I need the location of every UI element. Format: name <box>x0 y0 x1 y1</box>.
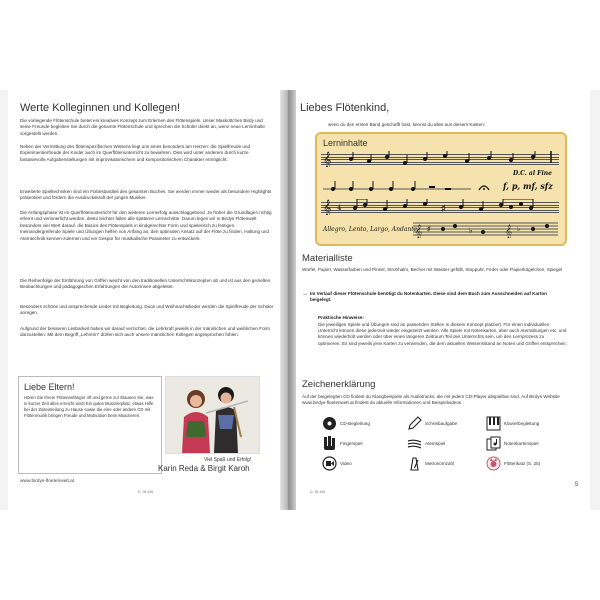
svg-text:♯: ♯ <box>427 226 431 233</box>
svg-text:𝄞: 𝄞 <box>505 224 513 238</box>
notes-row-3 <box>321 199 561 215</box>
legend-label: CD-Begleitung <box>340 421 370 426</box>
paragraph: Die vorliegende Flötenschule bietet ein kreatives Konzept zum Erlernen des Flötenspiels. Unser Maskottchen Birdy und seine Freunde begleiten Sie durch die gesamte Flötenschule und sprechen die Schüler direkt an, wenn neue Lerninhalte vorgestellt werden. <box>20 118 265 136</box>
legend-label: Schreibaufgabe <box>425 421 458 426</box>
left-page-title: Werte Kolleginnen und Kollegen! <box>20 102 181 114</box>
authors-photo <box>165 376 260 454</box>
authors-signature: Karin Reda & Birgit Karoh <box>158 464 250 473</box>
paragraph: Besonders schöne und ansprechende Lieder mit Begleitung, Duos und Weihnachtslieder werden die Spielfreude der Schüler anregen. <box>20 304 274 316</box>
closing-note: Viel Spaß und Erfolg! <box>204 457 252 463</box>
page-number: 5 <box>575 482 579 488</box>
left-page <box>8 90 286 510</box>
right-page <box>290 90 590 510</box>
flute-cat-icon <box>486 456 501 471</box>
hint-text: Die jeweiligen Spiele und Übungen sind an passenden Stellen in diesem Konzept platziert. Für einen individuellen Unterricht können diese jederzeit wieder eingesetzt werden. Alle Spiele mit Notenkarten, aber auch Atemübungen etc. und können wiederholt werden oder über einen längeren Zeitraum Teil des Unterrichts sein, um den Lernprozess zu optimieren. Es sind jeweils jene Karten zu verwenden, die dem aktuellen Wissensstand an Noten und Griffen entsprechen. <box>318 322 567 346</box>
notes-row-4 <box>413 220 558 238</box>
paragraph: Aufgrund der besseren Lesbarkeit haben wir darauf verzichtet, die Lehrkraft jeweils in der männlichen und weiblichen Form darzustellen. Mit dem Begriff „Lehrerin“ dürfen sich auch unsere männlichen Kollegen angesprochen fühlen. <box>20 326 270 338</box>
page-code: D. 28 446 <box>138 490 154 494</box>
parents-text: Hören Sie Ihrem Flötenanfänger oft und gerne zu! Staunen Sie, was in kurzer Zeit alles erreicht wird! Ein gutes Musizierplatz, etwas Hilfe bei der Zeiteinteilung zu Hause sowie die eine oder andere CD mit Flötenmusik bringen Freude und Motivation beim Musizieren. <box>24 395 154 418</box>
pencil-icon <box>407 416 422 431</box>
intro-text: wenn du den ersten Band geschafft hast, kennst du alles aus diesem Kasten: <box>328 122 485 127</box>
book-gutter <box>280 90 296 510</box>
paragraph: Neben der Vermittlung des flötenspezifischen Wissens liegt uns eines besonders am Herzen: die Spielfreude und Experimentierfreude der Kinder auch im Querflötenunterricht zu bewahren. Dies wird unter anderem durch kurze fantasievolle Aufgabenstellungen mit improvisatorischem und kompositorischem Charakter ermöglicht. <box>20 144 251 162</box>
legend-label: Klavierbegleitung <box>504 421 540 426</box>
notes-row-1 <box>321 151 561 167</box>
website-link[interactable]: www.birdys-floetenwelt.at <box>20 479 75 484</box>
note-cards-icon <box>486 436 501 451</box>
svg-text:4: 4 <box>337 204 342 212</box>
legend-label: Atemspiel <box>425 441 446 446</box>
metronome-icon <box>407 456 422 471</box>
notenkarten-note: Im Verlauf dieser Flötenschule benötigt du Notenkarten. Diese sind dem Buch zum Ausschneiden auf Karton beigelegt. <box>310 291 547 303</box>
right-page-title: Liebes Flötenkind, <box>300 102 390 114</box>
legend-label: Flötenkatz (S. 25) <box>504 461 541 466</box>
legend-label: Notenkartenspiel <box>504 441 539 446</box>
zeichenerklaerung-title: Zeichenerklärung <box>302 379 376 390</box>
parents-title: Liebe Eltern! <box>24 382 75 392</box>
dynamics: f, p, mf, sfz <box>503 181 553 191</box>
page-code: D. 28 446 <box>310 490 326 494</box>
paragraph: Erweiterte Spieltechniken sind ein Fixbestandteil des gesamten Buches. Sie werden immer wieder als besondere Highlights präsentiert und fördern die Ausdruckskraft der jungen Musiker. <box>20 189 272 201</box>
cd-icon <box>322 416 337 431</box>
book-spread <box>0 90 600 510</box>
hint-title: Praktische Hinweise: <box>318 315 364 320</box>
lerninhalte-box <box>315 132 567 246</box>
materialliste-text: Würfel, Papier, Wasserfarben und Pinsel, Strohhalm, Becher mit Wasser gefüllt, Stoppuhr, Feder oder Papierkügelchen, Spiegel <box>302 267 563 272</box>
video-icon <box>322 456 337 471</box>
piano-icon <box>486 416 501 431</box>
svg-text:♯: ♯ <box>441 203 446 213</box>
svg-text:𝄞: 𝄞 <box>323 200 332 215</box>
arrow-icon: → <box>302 291 308 297</box>
breath-icon <box>407 436 422 451</box>
legend-label: Metronomzahl <box>425 461 455 466</box>
fingering-icon <box>322 436 337 451</box>
materialliste-title: Materialliste <box>302 253 353 264</box>
zeichenerklaerung-text: Auf der beigelegten CD findest du Klangbeispiele als Audiotracks, die mit jedem CD-Player abspielbar sind. Auf Birdys Website www.birdys-floetenwelt.at findest du aktuelle Informationen und Beispielvideos. <box>302 394 560 406</box>
parents-box <box>18 376 162 474</box>
paragraph: Die Reihenfolge der Einführung von Griffen weicht von den traditionellen Unterrichtskonzepten ab und ist aus den gezielten Beobachtungen und pädagogischen Erfahrungen der Autorinnen abgeleitet. <box>20 278 271 290</box>
legend-label: Fingerspiel <box>340 441 363 446</box>
dc-al-fine: D.C. al Fine <box>513 170 552 177</box>
lerninhalte-title: Lerninhalte <box>323 138 368 148</box>
tempo-terms: Allegro, Lento, Largo, Andante <box>323 226 418 233</box>
svg-text:𝄞: 𝄞 <box>323 152 332 167</box>
svg-text:♭: ♭ <box>517 226 521 233</box>
authors-photo-illustration <box>166 377 259 453</box>
paragraph: Die Anfangsphase ist im Querflötenunterricht für den weiteren Lernerfolg ausschlaggebend. Je früher die Grundlagen richtig erlernt und verinnerlicht werden, desto leichter fallen alle späteren Lernschritte. Darum legen wir in Birdys Flötenwelt besonders viel Wert darauf, die Basics des Flötenspiels in kindgerechter Form und spielerisch zu festigen. Ineinandergreifende Spiele und Übungen helfen von Anfang an, den optimalen Ansatz auf der Flöte zu finden, Haltung und Atemtechnik kennen-zulernen und ein Gespür für musikalische Parameter zu entwickeln. <box>20 210 272 241</box>
svg-text:♭: ♭ <box>469 226 473 235</box>
svg-text:𝄞: 𝄞 <box>415 224 423 238</box>
legend-label: Video <box>340 461 352 466</box>
